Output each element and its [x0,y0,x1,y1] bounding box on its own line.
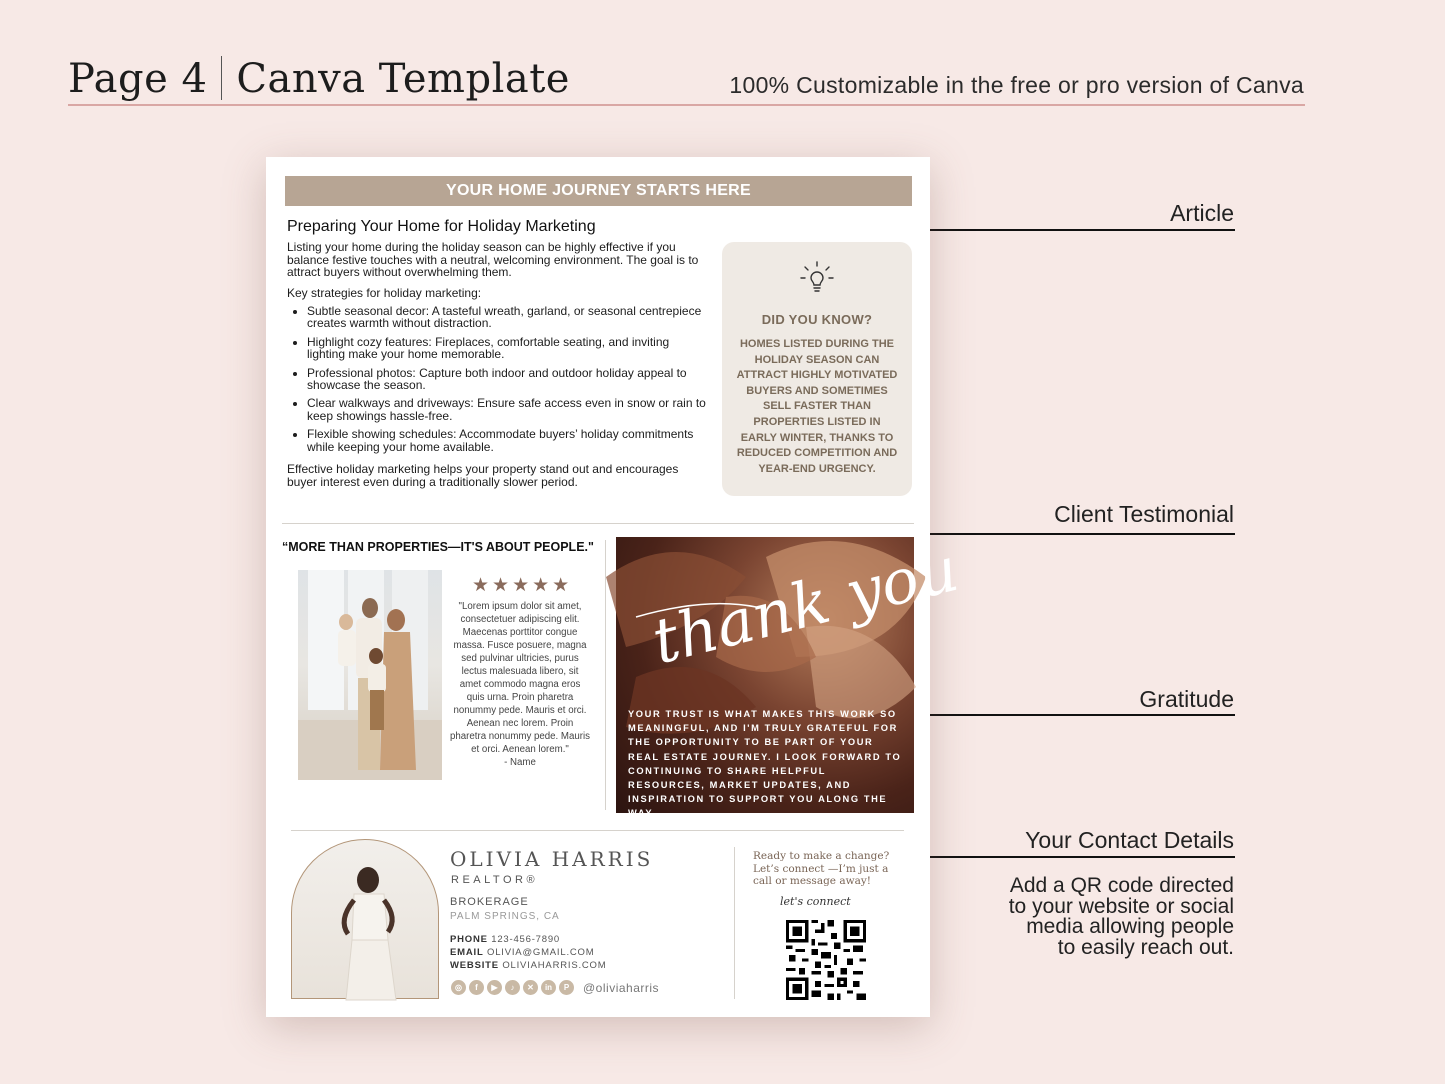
header-rule [68,104,1305,106]
family-photo [298,570,442,780]
agent-location: PALM SPRINGS, CA [450,911,560,922]
article-intro: Listing your home during the holiday season can be highly effective if you balance festive touches with a neutral, welcoming environment. The goal is to attract buyers without overwhelming them. [287,240,699,280]
website-line [450,960,606,971]
section-divider [282,523,914,524]
testimonial-divider [605,540,606,810]
contact-desc-line: media allowing people [1026,915,1234,938]
arrow-contact [910,856,1235,858]
arrow-gratitude [893,714,1235,716]
social-handle[interactable]: @oliviaharris [583,980,660,995]
article-bullets [307,305,707,453]
contact-desc-line: to easily reach out. [1057,935,1234,959]
article-title: Preparing Your Home for Holiday Marketing [287,218,596,235]
article-bullet: • Subtle seasonal decor: A tasteful wreath, garland, or seasonal centrepiece creates warmth without distraction. [307,305,707,330]
annotation-testimonial: Client Testimonial [1054,501,1234,527]
email-label: EMAIL [450,947,484,958]
annotation-contact: Your Contact Details [1025,827,1234,853]
article-list-heading: Key strategies for holiday marketing: [287,285,482,300]
annotation-article: Article [1170,200,1234,226]
page-banner: YOUR HOME JOURNEY STARTS HERE [285,176,912,206]
youtube-icon[interactable]: ▶ [487,980,502,995]
testimonial-quote [450,600,590,769]
newsletter-page [266,157,965,1017]
social-icons [451,980,659,995]
agent-brokerage: BROKERAGE [450,896,529,908]
pinterest-icon[interactable]: P [559,980,574,995]
contact-desc-line: to your website or social [1008,894,1234,918]
testimonial-heading: “MORE THAN PROPERTIES—IT'S ABOUT PEOPLE." [282,540,594,554]
x-icon[interactable]: ✕ [523,980,538,995]
phone-value[interactable]: 123-456-7890 [491,934,561,945]
testimonial-author: - Name [504,757,536,768]
article-bullet: • Clear walkways and driveways: Ensure safe access even in snow or rain to keep showings hassle-free. [307,397,707,422]
qr-code[interactable] [786,920,866,1000]
website-label: WEBSITE [450,960,499,971]
did-you-know-heading: DID YOU KNOW? [761,312,873,327]
section-divider [291,830,904,831]
instagram-icon[interactable]: ◎ [451,980,466,995]
email-line [450,947,594,958]
did-you-know-callout [722,242,912,496]
rating-stars: ★★★★★ [472,575,573,596]
title-divider [221,56,222,100]
page-label: Page 4 [68,56,208,102]
phone-label: PHONE [450,934,488,945]
article-bullet: • Highlight cozy features: Fireplaces, comfortable seating, and inviting lighting make your home memorable. [307,336,707,361]
article-bullet: • Professional photos: Capture both indoor and outdoor holiday appeal to showcase the season. [307,367,707,392]
testimonial-text: "Lorem ipsum dolor sit amet, consectetuer adipiscing elit. Maecenas porttitor congue massa. Fusce posuere, magna sed pulvinar ultricies, purus lectus malesuada libero, sit amet commodo magna eros quis urna. Proin pharetra nonummy pede. Mauris et orci. Aenean nec lorem. Proin pharetra nonummy pede. Mauris et orci. Aenean lorem." [450,601,591,755]
thank-you-script-text: thank you [645,532,965,679]
article-section [287,218,707,496]
did-you-know-text: HOMES LISTED DURING THE HOLIDAY SEASON CAN ATTRACT HIGHLY MOTIVATED BUYERS AND SOMETIMES SELL FASTER THAN PROPERTIES LISTED IN EARLY WINTER, THANKS TO REDUCED COMPETITION AND YEAR-END URGENCY. [736,338,898,475]
agent-photo [291,839,439,999]
lightbulb-icon [797,258,837,298]
template-label: Canva Template [236,56,570,102]
agent-name: OLIVIA HARRIS [450,847,654,871]
article-closing: Effective holiday marketing helps your property stand out and encourages buyer interest even during a traditionally slower period. [287,462,679,489]
contact-cta: Ready to make a change? Let’s connect —I’m just a call or message away! [753,850,890,887]
tiktok-icon[interactable]: ♪ [505,980,520,995]
article-bullet: • Flexible showing schedules: Accommodate buyers’ holiday commitments while keeping your home available. [307,428,707,453]
annotation-contact-description [1009,876,1234,958]
phone-line [450,934,560,945]
page-subtitle: 100% Customizable in the free or pro version of Canva [729,72,1304,98]
contact-desc-line: Add a QR code directed [1009,874,1234,897]
annotation-gratitude: Gratitude [1139,686,1234,712]
facebook-icon[interactable]: f [469,980,484,995]
email-value[interactable]: OLIVIA@GMAIL.COM [487,947,595,958]
page-title [68,56,570,104]
website-value[interactable]: OLIVIAHARRIS.COM [502,960,607,971]
contact-divider [734,847,735,999]
linkedin-icon[interactable]: in [541,980,556,995]
gratitude-text: YOUR TRUST IS WHAT MAKES THIS WORK SO MEANINGFUL, AND I'M TRULY GRATEFUL FOR THE OPPORTUNITY TO BE PART OF YOUR REAL ESTATE JOURNEY. I LOOK FORWARD TO CONTINUING TO SHARE HELPFUL RESOURCES, MARKET UPDATES, AND INSPIRATION TO SUPPORT YOU ALONG THE WAY. [628,709,902,819]
agent-title: REALTOR® [451,874,539,886]
lets-connect-label: let's connect [780,895,851,908]
gratitude-card [616,532,965,819]
